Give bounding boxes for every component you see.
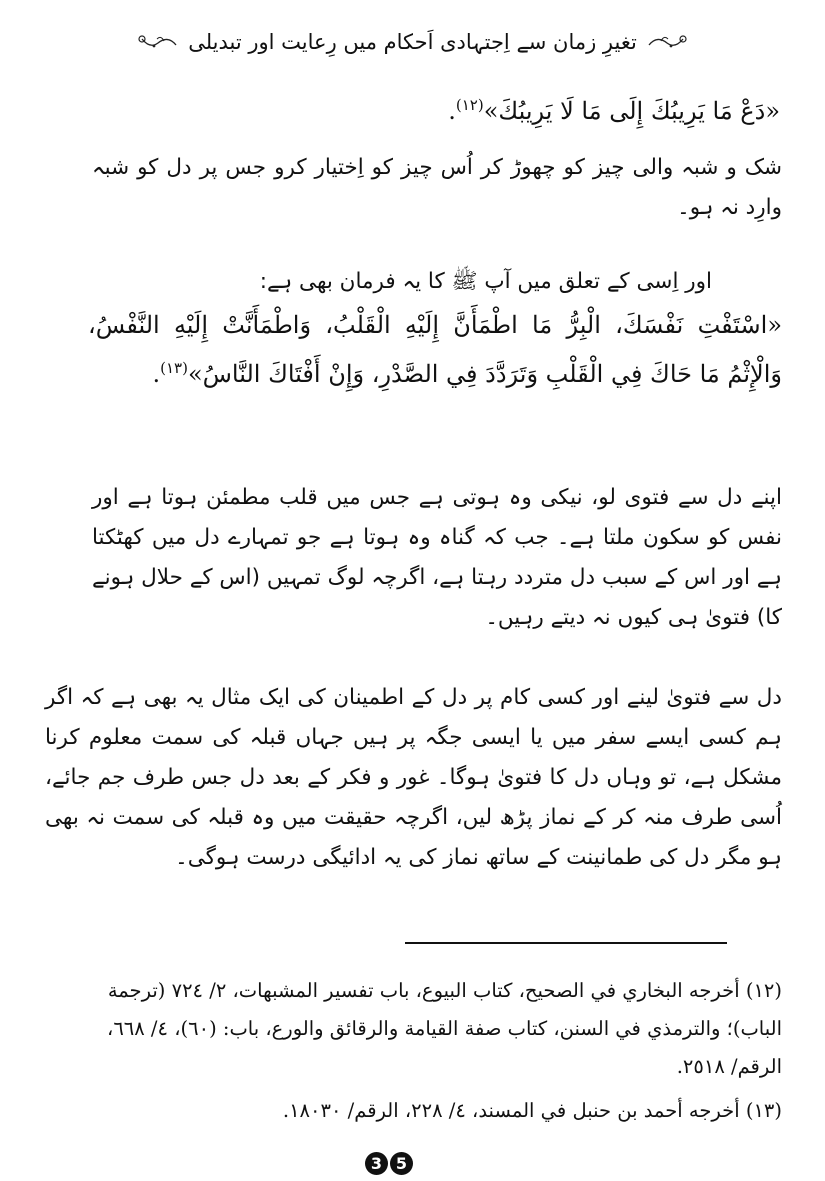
hadith-2-end: . xyxy=(152,360,161,388)
hadith-1-text: «دَعْ مَا يَرِيبُكَ إِلَى مَا لَا يَرِيبُكَ» xyxy=(483,97,780,125)
hadith-2-text: «اسْتَفْتِ نَفْسَكَ، الْبِرُّ مَا اطْمَأَنَّ إِلَيْهِ الْقَلْبُ، وَاطْمَأَنَّتْ إِلَيْهِ النَّفْسُ، وَالْإِثْمُ مَا حَاكَ فِي الْقَلْبِ وَتَرَدَّدَ فِي الصَّدْرِ، وَإِنْ أَفْتَاكَ النَّاسُ» xyxy=(88,311,782,388)
running-header xyxy=(120,22,705,62)
page-number-digit: 3 xyxy=(365,1152,388,1175)
footnote-ref-13: (١٣) xyxy=(160,359,188,377)
hadith-1 xyxy=(100,84,780,133)
header-title: تغیرِ زمان سے اِجتہادی اَحکام میں رِعایت اور تبدیلی xyxy=(188,30,637,54)
page-number-digit: 5 xyxy=(390,1152,413,1175)
footnotes xyxy=(50,972,782,1136)
footnote-12: (١٢) أخرجه البخاري في الصحيح، كتاب البيوع، باب تفسير المشبهات، ٢/ ٧٢٤ (ترجمة الباب)؛ والترمذي في السنن، كتاب صفة القيامة والرقائق والورع، باب: (٦٠)، ٤/ ٦٦٨، الرقم/ ٢٥١٨. xyxy=(107,979,782,1078)
page-number xyxy=(364,1152,414,1178)
floral-ornament-icon xyxy=(647,31,691,53)
footnote-separator xyxy=(405,942,727,944)
hadith-2 xyxy=(88,304,782,396)
floral-ornament-icon xyxy=(134,31,178,53)
intro-2: اور اِسی کے تعلق میں آپ ﷺ کا یہ فرمان بھی ہے: xyxy=(259,269,712,294)
hadith-1-end: . xyxy=(448,97,456,125)
body-paragraph: دل سے فتویٰ لینے اور کسی کام پر دل کے اطمینان کی ایک مثال یہ بھی ہے کہ اگر ہم کسی ایسے سفر میں یا ایسی جگہ پر ہیں جہاں قبلہ کی سمت معلوم کرنا مشکل ہے، تو وہاں دل کا فتویٰ ہوگا۔ غور و فکر کے بعد دل جس طرف جم جائے، اُسی طرف منہ کر کے نماز پڑھ لیں، اگرچہ حقیقت میں وہ قبلہ کی سمت نہ بھی ہو مگر دل کی طمانینت کے ساتھ نماز کی یہ ادائیگی درست ہوگی۔ xyxy=(45,685,782,870)
translation-2: اپنے دل سے فتوی لو، نیکی وہ ہوتی ہے جس میں قلب مطمئن ہوتا ہے اور نفس کو سکون ملتا ہے۔ جب کہ گناہ وہ ہوتا ہے جو تمہارے دل میں کھٹکتا ہے اور اس کے سبب دل متردد رہتا ہے، اگرچہ لوگ تمہیں (اس کے حلال ہونے کا) فتویٰ ہی کیوں نہ دیتے رہیں۔ xyxy=(92,485,782,630)
footnote-13: (١٣) أخرجه أحمد بن حنبل في المسند، ٤/ ٢٢٨، الرقم/ ١٨٠٣٠. xyxy=(282,1099,782,1122)
footnote-ref-12: (١٢) xyxy=(455,96,484,114)
translation-1: شک و شبہ والی چیز کو چھوڑ کر اُس چیز کو اِختیار کرو جس پر دل کو شبہ وارِد نہ ہو۔ xyxy=(92,155,782,220)
